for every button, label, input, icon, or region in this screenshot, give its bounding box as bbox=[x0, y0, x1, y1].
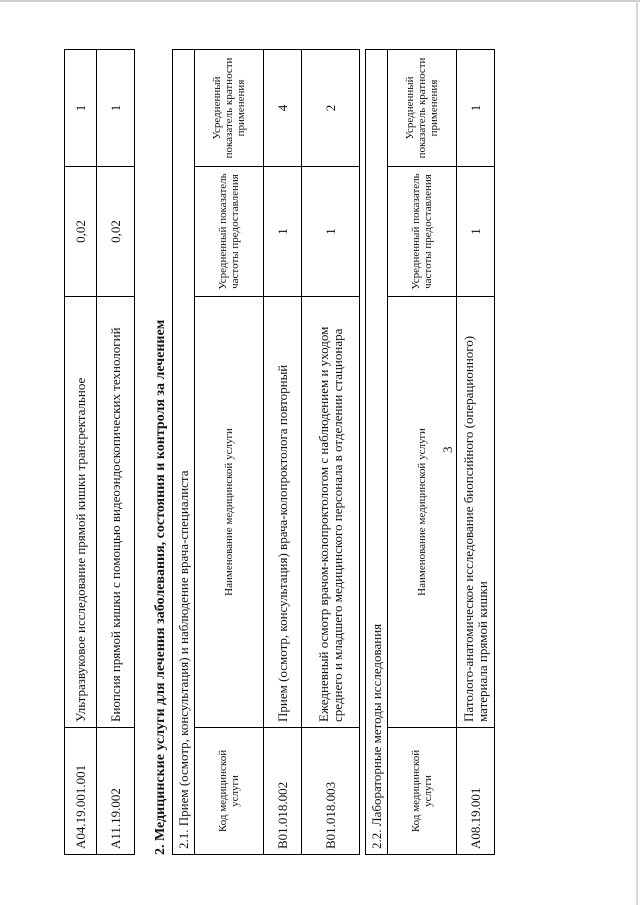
frequency-value: 1 bbox=[457, 167, 495, 297]
service-code: A11.19.002 bbox=[97, 728, 135, 855]
table-2-2 bbox=[365, 49, 495, 855]
service-code: A04.19.001.001 bbox=[65, 728, 97, 855]
multiplicity-value: 1 bbox=[457, 49, 495, 166]
service-name: Прием (осмотр, консультация) врача-колопроктолога повторный bbox=[264, 297, 302, 728]
header-row bbox=[195, 49, 264, 854]
header-frequency: Усредненный показатель частоты предоставления bbox=[388, 167, 457, 297]
subsection-title: 2.2. Лабораторные методы исследования bbox=[366, 49, 388, 854]
header-code: Код медицинской услуги bbox=[388, 728, 457, 855]
service-name: Патолого-анатомическое исследование биопсийного (операционного) материала прямой кишки bbox=[457, 297, 495, 728]
table-row bbox=[97, 50, 135, 855]
frequency-value: 1 bbox=[264, 167, 302, 297]
table-2-1 bbox=[172, 49, 360, 855]
table-row bbox=[264, 49, 302, 854]
multiplicity-value: 1 bbox=[65, 50, 97, 167]
frequency-value: 0,02 bbox=[97, 167, 135, 297]
header-frequency: Усредненный показатель частоты предоставления bbox=[195, 167, 264, 297]
top-table bbox=[64, 49, 135, 855]
service-name: Ежедневный осмотр врачом-колопроктологом с наблюдением и уходом среднего и младшего медицинского персонала в отделении стационара bbox=[302, 297, 360, 728]
multiplicity-value: 4 bbox=[264, 49, 302, 166]
service-code: B01.018.003 bbox=[302, 728, 360, 855]
subsection-title: 2.1. Прием (осмотр, консультация) и наблюдение врача-специалиста bbox=[173, 49, 195, 854]
header-code: Код медицинской услуги bbox=[195, 728, 264, 855]
service-name: Биопсия прямой кишки с помощью видеоэндоскопических технологий bbox=[97, 297, 135, 728]
service-name: Ультразвуковое исследование прямой кишки трансректальное bbox=[65, 297, 97, 728]
service-code: B01.018.002 bbox=[264, 728, 302, 855]
header-row bbox=[388, 49, 457, 854]
table-row bbox=[302, 49, 360, 854]
section-title: 2. Медицинские услуги для лечения заболевания, состояния и контроля за лечением bbox=[153, 319, 168, 855]
frequency-value: 0,02 bbox=[65, 167, 97, 297]
table-row bbox=[457, 49, 495, 854]
header-name: Наименование медицинской услуги bbox=[388, 297, 457, 728]
multiplicity-value: 2 bbox=[302, 49, 360, 166]
header-name: Наименование медицинской услуги bbox=[195, 297, 264, 728]
frequency-value: 1 bbox=[302, 167, 360, 297]
page-number: 3 bbox=[440, 446, 455, 453]
header-multiplicity: Усредненный показатель кратности применения bbox=[195, 49, 264, 166]
service-code: A08.19.001 bbox=[457, 728, 495, 855]
table-row bbox=[65, 50, 97, 855]
multiplicity-value: 1 bbox=[97, 50, 135, 167]
header-multiplicity: Усредненный показатель кратности применения bbox=[388, 49, 457, 166]
